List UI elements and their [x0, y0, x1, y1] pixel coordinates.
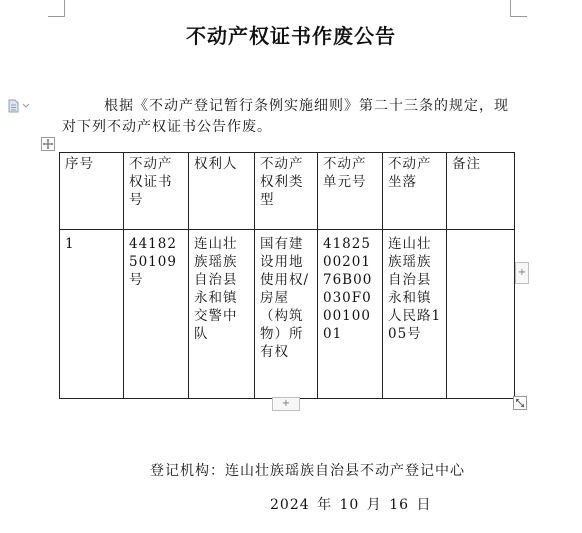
header-cell-certificate-no: 不动产权证书号 [124, 153, 189, 230]
intro-paragraph: 根据《不动产登记暂行条例实施细则》第二十三条的规定，现对下列不动产权证书公告作废。 [62, 98, 509, 135]
cell-certificate-no: 4418250109号 [124, 230, 189, 399]
table-resize-handle-icon[interactable] [513, 396, 527, 410]
table-header-row [60, 153, 515, 230]
registration-agency: 登记机构：连山壮族瑶族自治县不动产登记中心 [150, 463, 465, 479]
cell-unit-no: 418250020176B00030F00010001 [318, 230, 383, 399]
crop-mark-top-right [510, 0, 527, 17]
header-cell-location: 不动产坐落 [383, 153, 447, 230]
header-cell-remarks: 备注 [447, 153, 515, 230]
table-row [60, 230, 515, 399]
cell-right-type: 国有建设用地使用权/房屋（构筑物）所有权 [255, 230, 318, 399]
announcement-date: 2024 年 10 月 16 日 [270, 497, 432, 513]
cell-remarks [447, 230, 515, 399]
document-icon[interactable] [8, 99, 34, 113]
certificate-table [59, 152, 515, 399]
header-cell-unit-no: 不动产单元号 [318, 153, 383, 230]
header-cell-right-type: 不动产权利类型 [255, 153, 318, 230]
add-column-button[interactable]: + [515, 262, 529, 284]
add-row-button[interactable]: + [272, 397, 300, 411]
cell-index: 1 [60, 230, 124, 399]
table-move-handle-icon[interactable] [41, 137, 55, 151]
page-title: 不动产权证书作废公告 [186, 24, 396, 48]
header-cell-index: 序号 [60, 153, 124, 230]
header-cell-owner: 权利人 [189, 153, 255, 230]
crop-mark-top-left [48, 0, 65, 17]
cell-owner: 连山壮族瑶族自治县永和镇交警中队 [189, 230, 255, 399]
cell-location: 连山壮族瑶族自治县永和镇人民路105号 [383, 230, 447, 399]
